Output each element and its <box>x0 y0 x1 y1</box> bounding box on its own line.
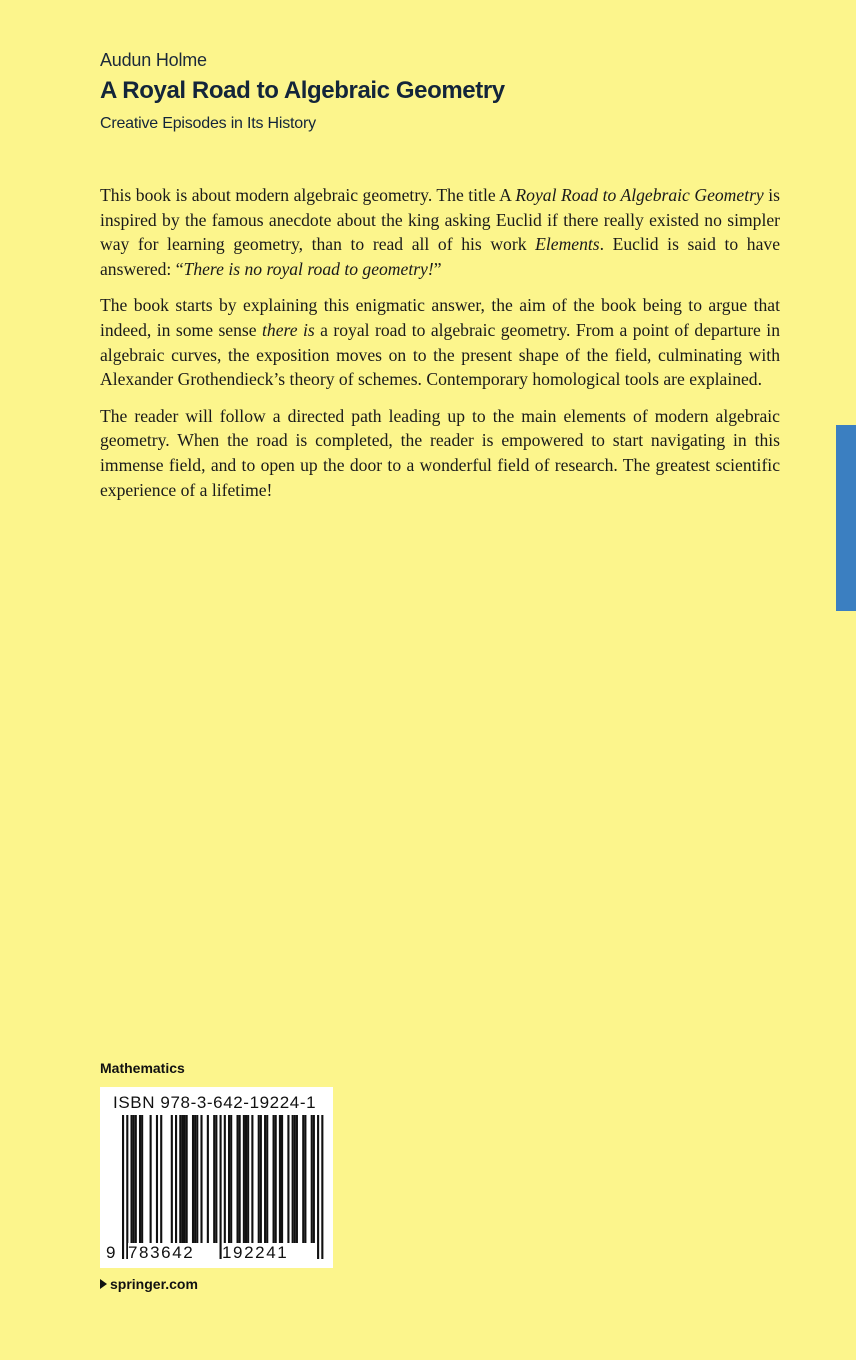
cover-header <box>100 50 780 133</box>
publisher-url: springer.com <box>110 1276 198 1292</box>
barcode-bar <box>194 1115 196 1243</box>
book-subtitle: Creative Episodes in Its History <box>100 115 316 132</box>
barcode-bar <box>302 1115 304 1243</box>
author-name: Audun Holme <box>100 50 207 70</box>
barcode-bar <box>139 1115 141 1243</box>
barcode-bar <box>292 1115 294 1243</box>
barcode-bar <box>251 1115 253 1243</box>
barcode-guard-bar <box>317 1115 319 1259</box>
barcode-bar <box>239 1115 241 1243</box>
barcode-bar <box>179 1115 181 1243</box>
barcode-bar <box>281 1115 283 1243</box>
barcode-bar <box>130 1115 132 1243</box>
spine-color-tab <box>836 425 856 611</box>
barcode-bar <box>156 1115 158 1243</box>
ean-first-digit: 9 <box>106 1243 116 1262</box>
description-paragraph-2: The book starts by explaining this enigmatic answer, the aim of the book being to argue that indeed, in some sense there is a royal road to algebraic geometry. From a point of departure in algebraic curves, the exposition moves on to the present shape of the field, culminating with Alexander Grothendieck’s theory of schemes. Contemporary homological tools are explained. <box>100 295 780 390</box>
barcode-bars <box>100 1087 333 1268</box>
barcode-bar <box>183 1115 185 1243</box>
barcode-guard-bar <box>224 1115 226 1259</box>
ean-left-digits: 783642 <box>128 1243 195 1262</box>
barcode-bar <box>296 1115 298 1243</box>
barcode-bar <box>245 1115 247 1243</box>
description-paragraph-3: The reader will follow a directed path leading up to the main elements of modern algebraic geometry. When the road is completed, the reader is empowered to start navigating in this immense field, and to open up the door to a wonderful field of research. The greatest scientific experience of a lifetime! <box>100 405 780 500</box>
barcode-bar <box>207 1115 209 1243</box>
isbn-label: ISBN 978-3-642-19224-1 <box>113 1093 317 1112</box>
barcode-guard-bar <box>122 1115 124 1259</box>
barcode-bar <box>171 1115 173 1243</box>
barcode-bar <box>215 1115 217 1243</box>
barcode-bar <box>260 1115 262 1243</box>
subject-category: Mathematics <box>100 1060 185 1076</box>
barcode-guard-bar <box>126 1115 128 1259</box>
ean-digits <box>100 1243 333 1265</box>
barcode-bar <box>230 1115 232 1243</box>
barcode-bar <box>135 1115 137 1243</box>
barcode-bar <box>228 1115 230 1243</box>
ean-right-digits: 192241 <box>222 1243 289 1262</box>
barcode-bar <box>141 1115 143 1243</box>
barcode-bar <box>264 1115 266 1243</box>
book-description <box>100 183 780 514</box>
book-title: A Royal Road to Algebraic Geometry <box>100 77 505 104</box>
publisher-link[interactable] <box>100 1276 198 1292</box>
barcode-bar <box>150 1115 152 1243</box>
barcode-bar <box>279 1115 281 1243</box>
barcode-bar <box>175 1115 177 1243</box>
barcode-bar <box>273 1115 275 1243</box>
isbn-barcode <box>100 1087 333 1268</box>
barcode-guard-bar <box>321 1115 323 1259</box>
barcode-bar <box>247 1115 249 1243</box>
barcode-bar <box>243 1115 245 1243</box>
barcode-bar <box>287 1115 289 1243</box>
barcode-bar <box>213 1115 215 1243</box>
barcode-bar <box>294 1115 296 1243</box>
barcode-bar <box>266 1115 268 1243</box>
barcode-guard-bar <box>220 1115 222 1259</box>
barcode-bar <box>311 1115 313 1243</box>
barcode-bar <box>181 1115 183 1243</box>
barcode-bar <box>258 1115 260 1243</box>
barcode-bar <box>304 1115 306 1243</box>
barcode-bar <box>192 1115 194 1243</box>
description-paragraph-1: This book is about modern algebraic geometry. The title A Royal Road to Algebraic Geometry is inspired by the famous anecdote about the king asking Euclid if there really existed no simpler way for learning geometry, than to read all of his work Elements. Euclid is said to have answered: “There is no royal road to geometry!” <box>100 185 780 279</box>
barcode-bar <box>275 1115 277 1243</box>
arrow-right-icon <box>100 1279 107 1289</box>
barcode-bar <box>133 1115 135 1243</box>
barcode-bar <box>236 1115 238 1243</box>
barcode-bar <box>313 1115 315 1243</box>
barcode-bar <box>186 1115 188 1243</box>
barcode-bar <box>160 1115 162 1243</box>
barcode-bar <box>200 1115 202 1243</box>
barcode-bar <box>196 1115 198 1243</box>
